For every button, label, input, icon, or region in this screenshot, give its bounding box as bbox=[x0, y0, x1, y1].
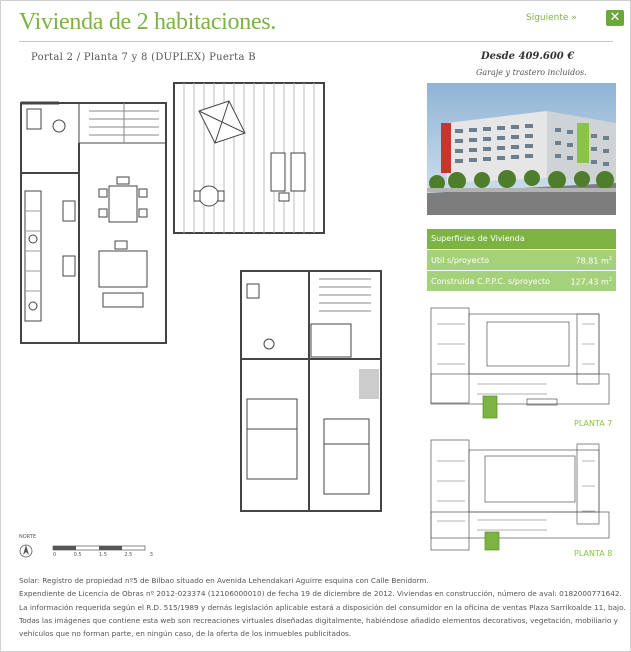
legal-footer bbox=[19, 574, 626, 640]
surface-row-construida bbox=[427, 270, 616, 291]
building-photo bbox=[427, 83, 616, 215]
surface-label: Util s/proyecto bbox=[431, 256, 490, 265]
scale-ticks: 0 0.5 1.5 2.5 3 bbox=[53, 552, 153, 558]
page-title: Vivienda de 2 habitaciones. bbox=[19, 9, 277, 35]
footer-line: Expendiente de Licencia de Obras nº 2012-023374 (12106000010) de fecha 19 de diciembre de 2012. Viviendas en construcción, número de aval: 0182000771642. bbox=[19, 589, 622, 599]
close-icon[interactable]: ✕ bbox=[606, 10, 624, 26]
surfaces-heading: Superficies de Vivienda bbox=[427, 229, 616, 249]
footer-line: vehículos que no forman parte, en ningún caso, de la oferta de los inmuebles publicitados. bbox=[19, 629, 352, 639]
planta-7-label: PLANTA 7 bbox=[574, 419, 613, 428]
surfaces-table bbox=[427, 229, 616, 291]
surface-label: Construida C.P.P.C. s/proyecto bbox=[431, 277, 551, 286]
next-link[interactable]: Siguiente » bbox=[526, 13, 577, 23]
unit-subtitle: Portal 2 / Planta 7 y 8 (DUPLEX) Puerta B bbox=[31, 52, 256, 63]
footer-line: Solar: Registro de propiedad nº5 de Bilbao situado en Avenida Lehendakari Aguirre esquina con Calle Benidorm. bbox=[19, 576, 429, 585]
garage-note: Garaje y trastero incluidos. bbox=[476, 68, 587, 77]
north-label: NORTE bbox=[19, 534, 36, 540]
surface-value: 78,81 $m^2$ bbox=[575, 256, 612, 266]
surface-value: 127,43 $m^2$ bbox=[570, 277, 612, 287]
key-plan-planta-7 bbox=[427, 304, 616, 426]
price: Desde 409.600 € bbox=[481, 51, 575, 62]
key-plan-planta-8 bbox=[427, 436, 616, 558]
surface-row-util bbox=[427, 249, 616, 270]
footer-line: Todas las imágenes que contiene esta web son recreaciones virtuales diseñadas digitalmente, habiéndose añadido elementos decorativos, vegetación, mobiliario y bbox=[19, 615, 618, 625]
floor-plan-lower bbox=[239, 269, 389, 523]
divider bbox=[19, 41, 613, 42]
plan-scale bbox=[19, 534, 159, 569]
planta-8-label: PLANTA 8 bbox=[574, 549, 613, 558]
footer-line: La información requerida según el R.D. 515/1989 y demás legislación aplicable estará a disposición del consumidor en la oficina de ventas Plaza Sarrikoalde 11, bajo. bbox=[19, 602, 626, 612]
